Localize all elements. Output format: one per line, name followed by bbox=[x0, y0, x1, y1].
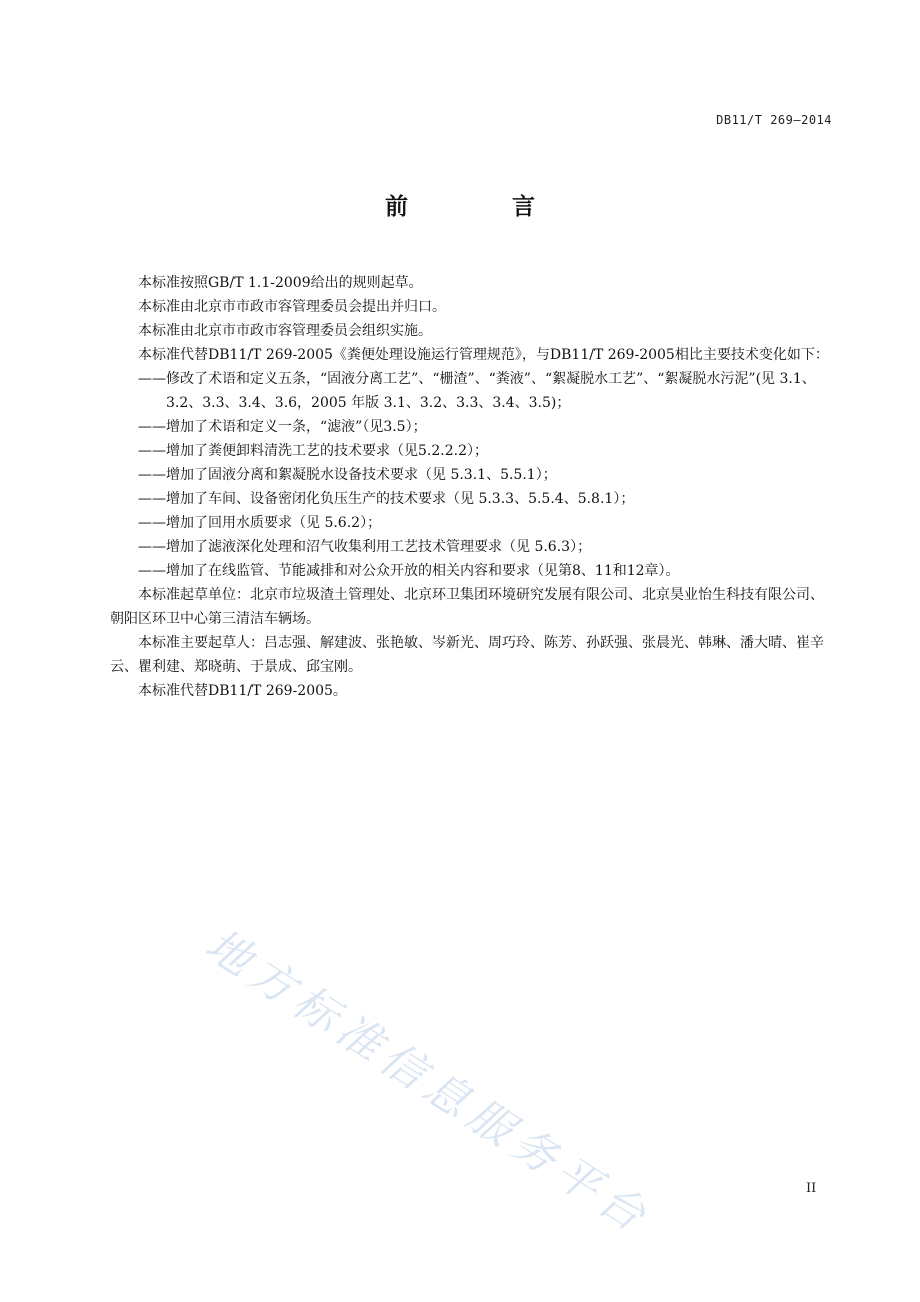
document-body bbox=[110, 271, 832, 703]
paragraph: 本标准按照GB/T 1.1-2009给出的规则起草。 bbox=[138, 275, 423, 291]
paragraph: 本标准起草单位：北京市垃圾渣土管理处、北京环卫集团环境研究发展有限公司、北京昊业怡生科技有限公司、朝阳区环卫中心第三清洁车辆场。 bbox=[110, 587, 824, 627]
paragraph: 本标准代替DB11/T 269-2005《粪便处理设施运行管理规范》，与DB11/T 269-2005相比主要技术变化如下： bbox=[138, 347, 829, 363]
change-item: ——增加了粪便卸料清洗工艺的技术要求（见5.2.2.2）； bbox=[138, 443, 488, 459]
paragraph: 本标准主要起草人：吕志强、解建波、张艳敏、岑新光、周巧玲、陈芳、孙跃强、张晨光、韩琳、潘大晴、崔辛云、瞿利建、郑晓萌、于景成、邱宝刚。 bbox=[110, 635, 824, 675]
document-code: DB11/T 269—2014 bbox=[716, 113, 832, 127]
change-item: ——增加了回用水质要求（见 5.6.2）； bbox=[138, 515, 382, 531]
change-item: ——增加了车间、设备密闭化负压生产的技术要求（见 5.3.3、5.5.4、5.8.1）； bbox=[138, 491, 635, 507]
paragraph: 本标准由北京市市政市容管理委员会组织实施。 bbox=[138, 323, 432, 339]
page-number: II bbox=[806, 1181, 817, 1196]
paragraph: 本标准由北京市市政市容管理委员会提出并归口。 bbox=[138, 299, 446, 315]
change-item: ——增加了在线监管、节能减排和对公众开放的相关内容和要求（见第8、11和12章）。 bbox=[138, 563, 680, 579]
change-item: ——增加了固液分离和絮凝脱水设备技术要求（见 5.3.1、5.5.1）； bbox=[138, 467, 557, 483]
page-title: 前 言 bbox=[384, 194, 583, 220]
paragraph: 本标准代替DB11/T 269-2005。 bbox=[138, 683, 347, 699]
watermark: 地方标准信息服务平台 bbox=[196, 919, 661, 1246]
change-item: ——增加了滤液深化处理和沼气收集利用工艺技术管理要求（见 5.6.3）； bbox=[138, 539, 592, 555]
change-item: ——增加了术语和定义一条，“滤液”（见3.5）； bbox=[138, 419, 427, 435]
change-item: ——修改了术语和定义五条，“固液分离工艺”、“栅渣”、“粪液”、“絮凝脱水工艺”、“絮凝脱水污泥”(见 3.1、3.2、3.3、3.4、3.6，2005 年版 3.1、3.2、3.3、3.4、3.5)； bbox=[138, 371, 816, 411]
